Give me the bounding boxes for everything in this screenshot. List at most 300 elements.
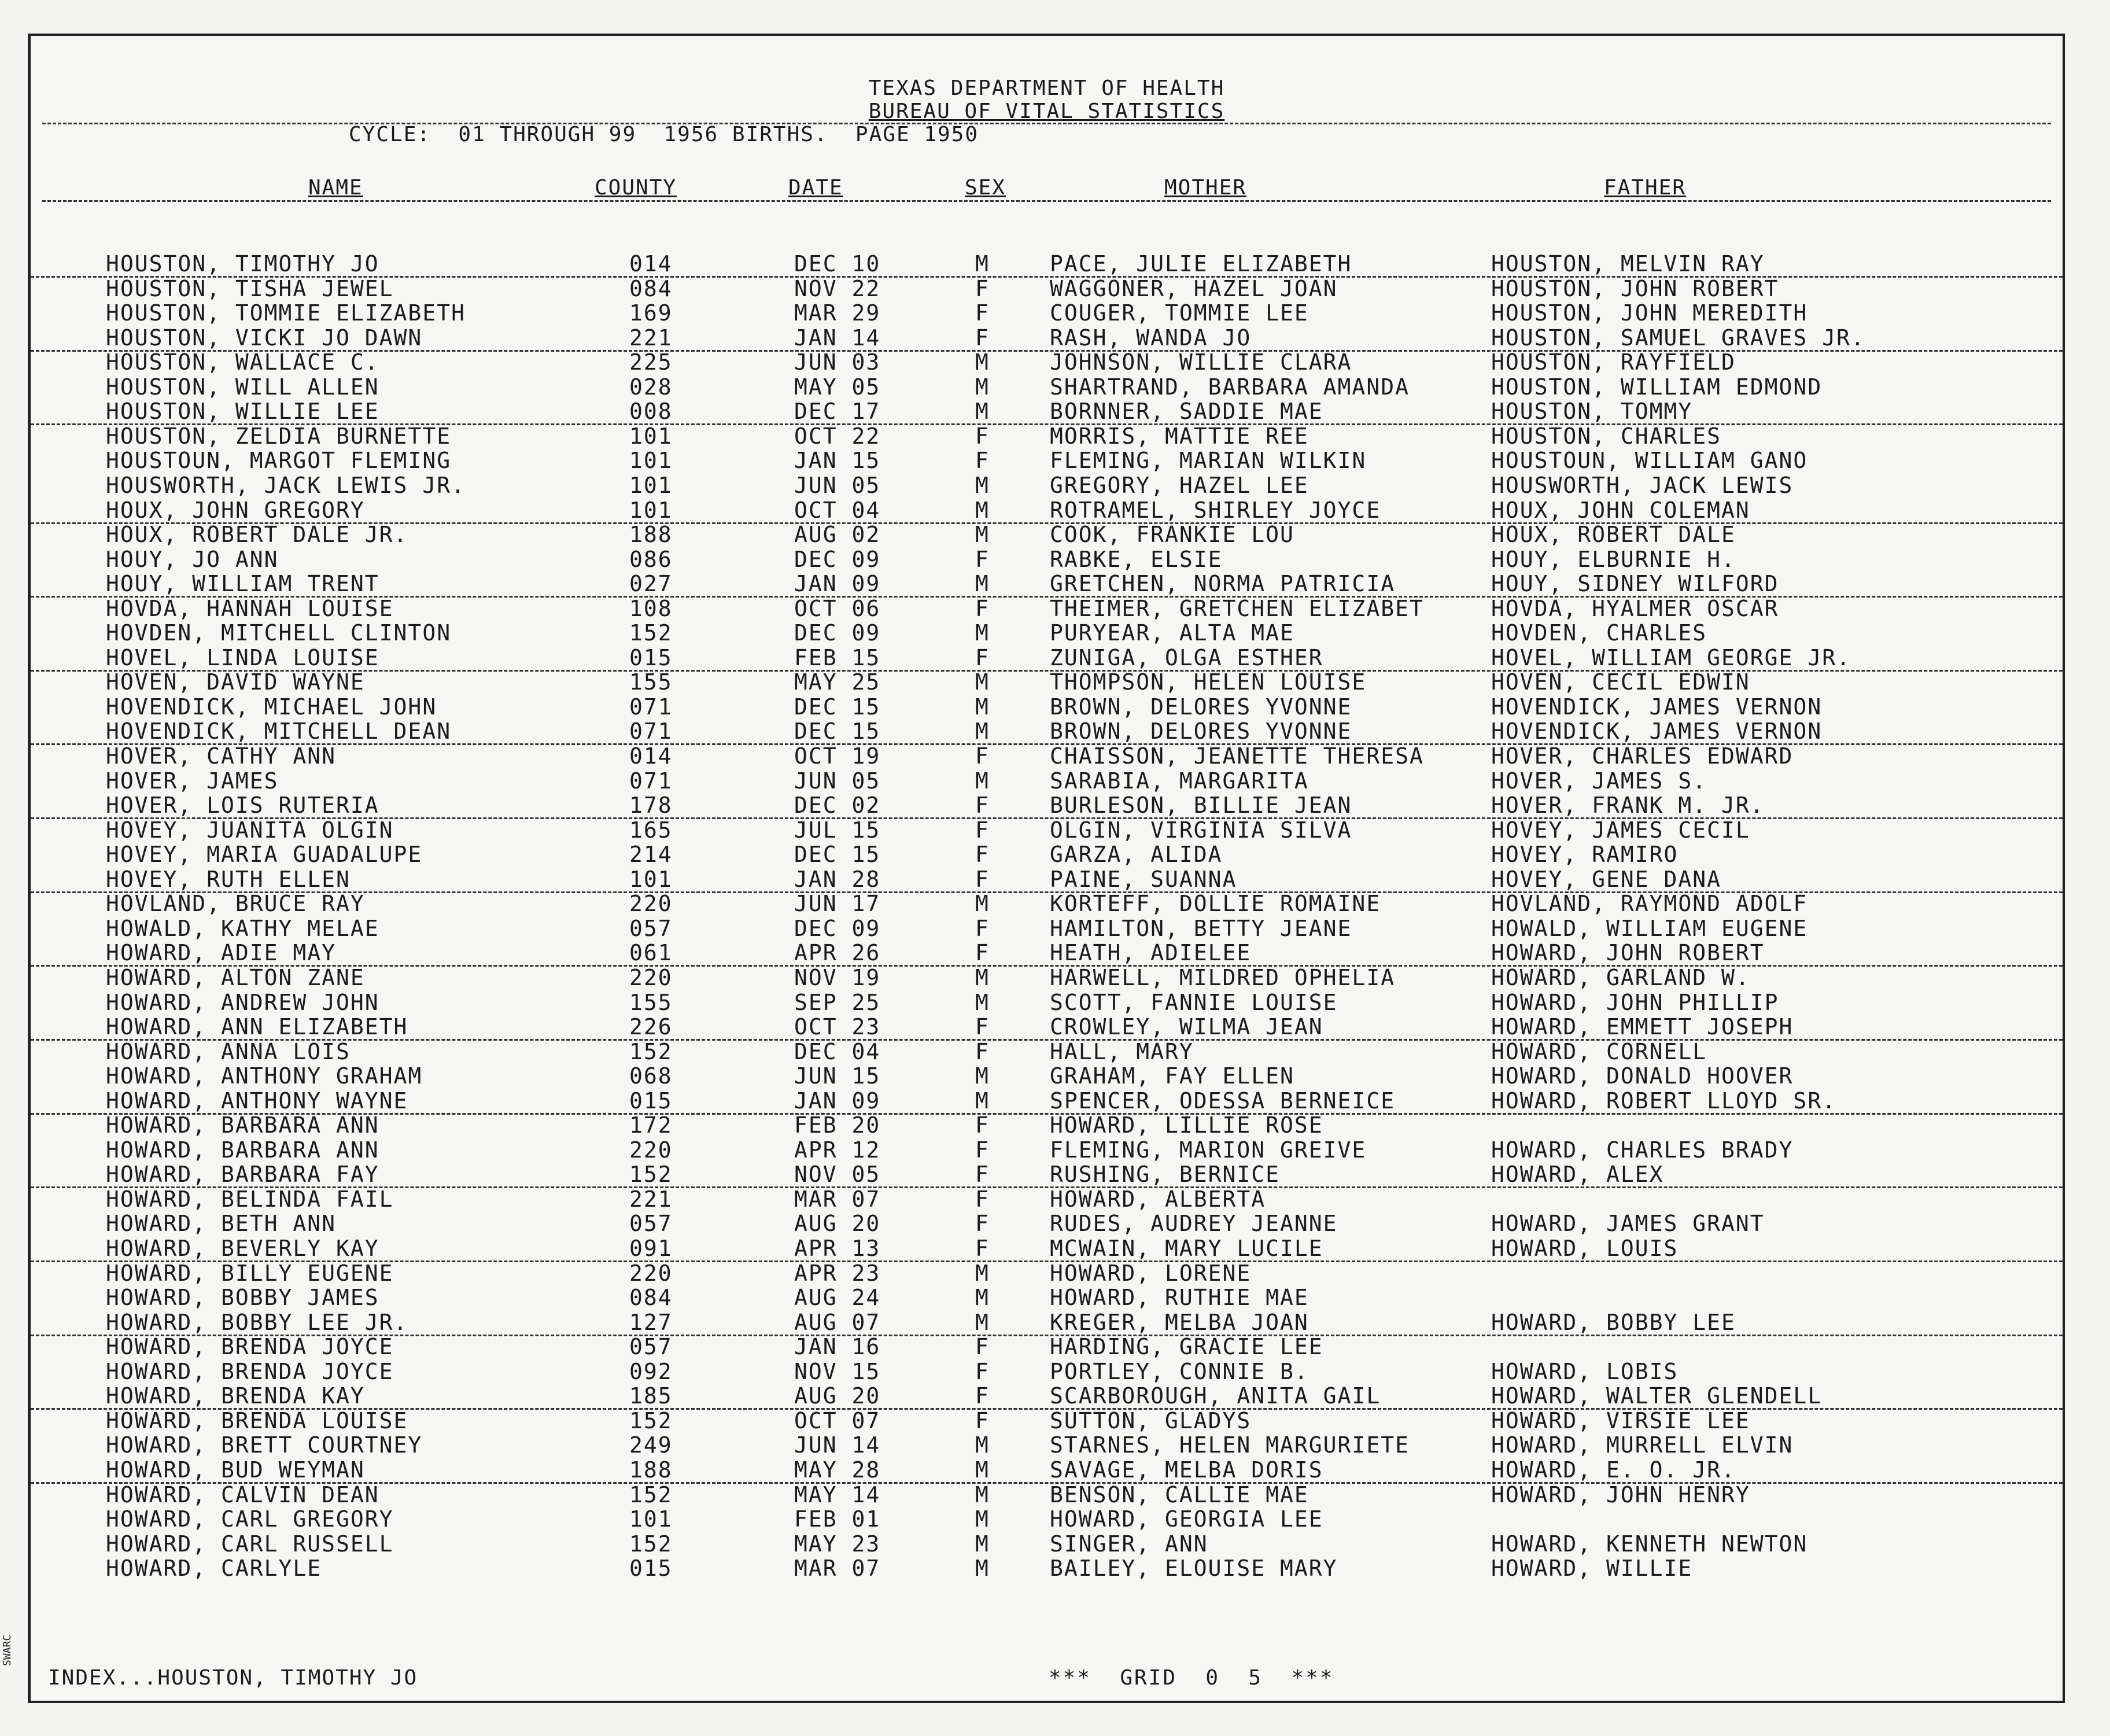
cell-father: HOWARD, EMMETT JOSEPH <box>1491 1014 1794 1040</box>
cell-mother: PACE, JULIE ELIZABETH <box>1050 251 1352 277</box>
cell-county: 226 <box>629 1014 673 1040</box>
cell-name: HOWARD, ADIE MAY <box>106 940 337 966</box>
cell-father: HOWARD, KENNETH NEWTON <box>1491 1531 1808 1557</box>
column-header-date: DATE <box>788 176 843 200</box>
cell-mother: HOWARD, GEORGIA LEE <box>1050 1506 1323 1532</box>
cell-mother: COOK, FRANKIE LOU <box>1050 522 1294 548</box>
cell-county: 169 <box>629 300 673 326</box>
cell-county: 152 <box>629 620 673 646</box>
cell-name: HOUSTON, TIMOTHY JO <box>106 251 379 277</box>
cell-mother: OLGIN, VIRGINIA SILVA <box>1050 817 1352 843</box>
cell-name: HOVENDICK, MICHAEL JOHN <box>106 694 437 720</box>
cell-county: 249 <box>629 1432 673 1458</box>
cell-county: 152 <box>629 1407 673 1433</box>
cell-date: JAN 09 <box>794 1088 881 1114</box>
cell-father: HOWARD, VIRSIE LEE <box>1491 1407 1750 1433</box>
cell-county: 188 <box>629 1457 673 1483</box>
cell-mother: RASH, WANDA JO <box>1050 325 1252 351</box>
cell-date: MAY 23 <box>794 1531 881 1557</box>
cell-name: HOUY, WILLIAM TRENT <box>106 571 379 597</box>
header-divider <box>42 123 2051 124</box>
table-row <box>31 1211 2063 1236</box>
cell-county: 178 <box>629 793 673 819</box>
cell-date: MAY 28 <box>794 1457 881 1483</box>
cell-father: HOVEL, WILLIAM GEORGE JR. <box>1491 644 1851 670</box>
table-row <box>31 1310 2063 1336</box>
cell-name: HOWARD, ANN ELIZABETH <box>106 1014 408 1040</box>
table-row <box>31 1457 2063 1484</box>
cell-county: 155 <box>629 669 673 695</box>
cell-father: HOWARD, WALTER GLENDELL <box>1491 1383 1823 1409</box>
cell-date: AUG 20 <box>794 1383 881 1409</box>
cell-sex: F <box>975 1137 990 1163</box>
cell-sex: M <box>975 374 990 400</box>
cell-father: HOWARD, JOHN HENRY <box>1491 1481 1750 1508</box>
cell-father: HOUSTON, TOMMY <box>1491 399 1693 425</box>
cell-mother: CROWLEY, WILMA JEAN <box>1050 1014 1323 1040</box>
cell-date: OCT 06 <box>794 595 881 621</box>
cell-father: HOUSWORTH, JACK LEWIS <box>1491 472 1794 498</box>
cell-county: 152 <box>629 1531 673 1557</box>
cell-sex: M <box>975 1432 990 1458</box>
cell-mother: GREGORY, HAZEL LEE <box>1050 472 1309 498</box>
table-row <box>31 571 2063 598</box>
cell-sex: F <box>975 1383 990 1409</box>
table-row <box>31 1359 2063 1384</box>
table-row <box>31 1014 2063 1041</box>
table-row <box>31 251 2063 278</box>
table-row <box>31 916 2063 941</box>
cell-sex: M <box>975 1260 990 1286</box>
cell-date: JUN 14 <box>794 1432 881 1458</box>
cell-mother: BURLESON, BILLIE JEAN <box>1050 793 1352 819</box>
cell-date: JAN 16 <box>794 1334 881 1360</box>
cell-father: HOVEY, GENE DANA <box>1491 866 1722 892</box>
cell-name: HOVEY, RUTH ELLEN <box>106 866 351 892</box>
cell-mother: BENSON, CALLIE MAE <box>1050 1481 1309 1508</box>
cell-county: 172 <box>629 1112 673 1138</box>
cell-name: HOWARD, ANTHONY WAYNE <box>106 1088 408 1114</box>
cell-father: HOVER, FRANK M. JR. <box>1491 793 1765 819</box>
cell-name: HOUSTON, TISHA JEWEL <box>106 275 394 301</box>
cell-name: HOWARD, BARBARA ANN <box>106 1137 379 1163</box>
cell-name: HOWARD, BRETT COURTNEY <box>106 1432 423 1458</box>
cell-father: HOWARD, DONALD HOOVER <box>1491 1063 1794 1089</box>
cell-mother: HOWARD, RUTHIE MAE <box>1050 1285 1309 1311</box>
cell-father: HOVLAND, RAYMOND ADOLF <box>1491 891 1808 917</box>
cell-date: DEC 09 <box>794 620 881 646</box>
cell-father: HOWARD, CHARLES BRADY <box>1491 1137 1794 1163</box>
cell-county: 027 <box>629 571 673 597</box>
table-row <box>31 276 2063 301</box>
cell-sex: M <box>975 497 990 523</box>
cell-date: FEB 15 <box>794 644 881 670</box>
cell-county: 101 <box>629 866 673 892</box>
cell-county: 071 <box>629 768 673 794</box>
cell-mother: KORTEFF, DOLLIE ROMAINE <box>1050 891 1381 917</box>
cell-name: HOWARD, CARL GREGORY <box>106 1506 394 1532</box>
cell-name: HOWARD, ANNA LOIS <box>106 1038 351 1064</box>
index-page <box>28 34 2065 1703</box>
cell-sex: F <box>975 423 990 449</box>
cell-date: MAY 25 <box>794 669 881 695</box>
table-row <box>31 1531 2063 1556</box>
cell-sex: F <box>975 1334 990 1360</box>
table-row <box>31 423 2063 448</box>
cell-county: 221 <box>629 1186 673 1212</box>
cell-name: HOWARD, BELINDA FAIL <box>106 1186 394 1212</box>
cell-county: 185 <box>629 1383 673 1409</box>
table-row <box>31 1482 2063 1507</box>
cell-name: HOUSTON, VICKI JO DAWN <box>106 325 423 351</box>
cell-mother: MCWAIN, MARY LUCILE <box>1050 1236 1323 1261</box>
cell-date: OCT 07 <box>794 1407 881 1433</box>
cell-father: HOUSTON, SAMUEL GRAVES JR. <box>1491 325 1865 351</box>
cell-mother: BROWN, DELORES YVONNE <box>1050 694 1352 720</box>
cell-date: JAN 09 <box>794 571 881 597</box>
table-row <box>31 374 2063 399</box>
cell-name: HOWARD, BOBBY LEE JR. <box>106 1309 408 1335</box>
cell-father: HOVENDICK, JAMES VERNON <box>1491 718 1823 744</box>
table-row <box>31 1506 2063 1531</box>
cell-date: FEB 20 <box>794 1112 881 1138</box>
table-row <box>31 620 2063 645</box>
cell-date: JUN 17 <box>794 891 881 917</box>
cell-sex: M <box>975 768 990 794</box>
cell-mother: FLEMING, MARION GREIVE <box>1050 1137 1367 1163</box>
cell-date: JUN 05 <box>794 472 881 498</box>
cell-sex: M <box>975 1285 990 1311</box>
cell-father: HOVEY, JAMES CECIL <box>1491 817 1750 843</box>
cell-sex: F <box>975 1038 990 1064</box>
cell-mother: GARZA, ALIDA <box>1050 842 1223 868</box>
table-row <box>31 1285 2063 1310</box>
cell-sex: F <box>975 644 990 670</box>
cell-father: HOUX, JOHN COLEMAN <box>1491 497 1750 523</box>
cell-name: HOWALD, KATHY MELAE <box>106 915 379 941</box>
cell-sex: M <box>975 669 990 695</box>
cell-sex: M <box>975 1506 990 1532</box>
cell-mother: ROTRAMEL, SHIRLEY JOYCE <box>1050 497 1381 523</box>
table-row <box>31 399 2063 425</box>
cell-date: APR 13 <box>794 1236 881 1261</box>
table-row <box>31 547 2063 572</box>
cell-sex: M <box>975 472 990 498</box>
cell-county: 220 <box>629 1137 673 1163</box>
cell-sex: M <box>975 1088 990 1114</box>
cell-date: DEC 15 <box>794 694 881 720</box>
cell-sex: F <box>975 743 990 769</box>
table-row <box>31 448 2063 473</box>
cell-mother: SINGER, ANN <box>1050 1531 1208 1557</box>
column-header-mother: MOTHER <box>1164 176 1247 200</box>
cell-mother: COUGER, TOMMIE LEE <box>1050 300 1309 326</box>
cell-county: 057 <box>629 1334 673 1360</box>
cell-county: 068 <box>629 1063 673 1089</box>
cell-father: HOWARD, JAMES GRANT <box>1491 1211 1765 1237</box>
cell-date: DEC 17 <box>794 399 881 425</box>
cell-mother: GRETCHEN, NORMA PATRICIA <box>1050 571 1396 597</box>
cell-date: AUG 24 <box>794 1285 881 1311</box>
cell-mother: SPENCER, ODESSA BERNEICE <box>1050 1088 1396 1114</box>
cell-county: 086 <box>629 546 673 572</box>
cell-sex: F <box>975 595 990 621</box>
index-footer: INDEX...HOUSTON, TIMOTHY JO <box>48 1666 418 1690</box>
cell-father: HOWARD, MURRELL ELVIN <box>1491 1432 1794 1458</box>
cell-date: OCT 22 <box>794 423 881 449</box>
cell-name: HOVER, CATHY ANN <box>106 743 337 769</box>
cell-name: HOVEN, DAVID WAYNE <box>106 669 365 695</box>
cell-sex: F <box>975 275 990 301</box>
cell-sex: F <box>975 1211 990 1237</box>
cell-mother: MORRIS, MATTIE REE <box>1050 423 1309 449</box>
cell-name: HOUY, JO ANN <box>106 546 279 572</box>
cell-name: HOUSTON, WALLACE C. <box>106 349 379 375</box>
cell-date: OCT 23 <box>794 1014 881 1040</box>
cell-county: 057 <box>629 1211 673 1237</box>
cell-mother: PURYEAR, ALTA MAE <box>1050 620 1294 646</box>
cell-name: HOVEY, JUANITA OLGIN <box>106 817 394 843</box>
cell-mother: KREGER, MELBA JOAN <box>1050 1309 1309 1335</box>
cell-county: 091 <box>629 1236 673 1261</box>
cell-date: DEC 09 <box>794 915 881 941</box>
cell-father: HOWARD, JOHN ROBERT <box>1491 940 1765 966</box>
table-row <box>31 325 2063 352</box>
cell-father: HOUX, ROBERT DALE <box>1491 522 1736 548</box>
table-row <box>31 497 2063 524</box>
cell-name: HOWARD, ANDREW JOHN <box>106 989 379 1015</box>
cell-father: HOVER, JAMES S. <box>1491 768 1707 794</box>
cell-name: HOUSTON, ZELDIA BURNETTE <box>106 423 452 449</box>
cell-county: 092 <box>629 1358 673 1384</box>
cell-county: 015 <box>629 1556 673 1582</box>
cell-date: APR 26 <box>794 940 881 966</box>
cell-sex: F <box>975 866 990 892</box>
cell-county: 084 <box>629 1285 673 1311</box>
cell-date: DEC 04 <box>794 1038 881 1064</box>
cell-mother: SHARTRAND, BARBARA AMANDA <box>1050 374 1410 400</box>
cell-mother: SCOTT, FANNIE LOUISE <box>1050 989 1338 1015</box>
table-row <box>31 349 2063 374</box>
cell-date: JUN 05 <box>794 768 881 794</box>
cell-sex: M <box>975 989 990 1015</box>
cell-mother: CHAISSON, JEANETTE THERESA <box>1050 743 1424 769</box>
cell-sex: M <box>975 620 990 646</box>
cell-name: HOWARD, CARLYLE <box>106 1556 322 1582</box>
cell-name: HOWARD, BUD WEYMAN <box>106 1457 365 1483</box>
cell-sex: M <box>975 571 990 597</box>
cell-name: HOWARD, BRENDA JOYCE <box>106 1358 394 1384</box>
cell-mother: RUDES, AUDREY JEANNE <box>1050 1211 1338 1237</box>
cell-name: HOUSWORTH, JACK LEWIS JR. <box>106 472 466 498</box>
cell-father: HOWARD, BOBBY LEE <box>1491 1309 1736 1335</box>
cell-father: HOUSTON, MELVIN RAY <box>1491 251 1765 277</box>
table-row <box>31 867 2063 893</box>
cell-county: 152 <box>629 1162 673 1188</box>
cell-father: HOVEY, RAMIRO <box>1491 842 1679 868</box>
cell-date: OCT 04 <box>794 497 881 523</box>
cell-name: HOWARD, BRENDA KAY <box>106 1383 365 1409</box>
cell-mother: GRAHAM, FAY ELLEN <box>1050 1063 1294 1089</box>
cell-date: NOV 15 <box>794 1358 881 1384</box>
cell-mother: ZUNIGA, OLGA ESTHER <box>1050 644 1323 670</box>
cell-date: APR 23 <box>794 1260 881 1286</box>
cell-date: JUL 15 <box>794 817 881 843</box>
cell-name: HOWARD, BRENDA JOYCE <box>106 1334 394 1360</box>
cell-mother: HALL, MARY <box>1050 1038 1194 1064</box>
cell-sex: M <box>975 718 990 744</box>
cell-county: 165 <box>629 817 673 843</box>
cell-father: HOVEN, CECIL EDWIN <box>1491 669 1750 695</box>
table-row <box>31 891 2063 916</box>
cell-father: HOWARD, LOBIS <box>1491 1358 1679 1384</box>
cell-father: HOWALD, WILLIAM EUGENE <box>1491 915 1808 941</box>
table-row <box>31 965 2063 990</box>
cell-date: NOV 05 <box>794 1162 881 1188</box>
cell-date: JAN 28 <box>794 866 881 892</box>
cell-father: HOWARD, CORNELL <box>1491 1038 1707 1064</box>
cell-date: DEC 10 <box>794 251 881 277</box>
cell-mother: JOHNSON, WILLIE CLARA <box>1050 349 1352 375</box>
cell-date: DEC 15 <box>794 718 881 744</box>
table-row <box>31 1137 2063 1162</box>
cell-mother: HOWARD, LORENE <box>1050 1260 1252 1286</box>
cell-name: HOVEY, MARIA GUADALUPE <box>106 842 423 868</box>
cell-mother: PAINE, SUANNA <box>1050 866 1237 892</box>
grid-footer: *** GRID 0 5 *** <box>1049 1666 1334 1690</box>
cell-date: JAN 15 <box>794 448 881 474</box>
cell-sex: M <box>975 1457 990 1483</box>
cell-sex: F <box>975 1112 990 1138</box>
cell-county: 152 <box>629 1038 673 1064</box>
cell-sex: F <box>975 325 990 351</box>
table-row <box>31 300 2063 325</box>
cell-sex: F <box>975 546 990 572</box>
column-header-father: FATHER <box>1604 176 1687 200</box>
cell-county: 225 <box>629 349 673 375</box>
cell-father: HOWARD, WILLIE <box>1491 1556 1693 1582</box>
cell-name: HOVDEN, MITCHELL CLINTON <box>106 620 452 646</box>
table-row <box>31 694 2063 719</box>
cell-sex: M <box>975 964 990 990</box>
cell-name: HOWARD, BEVERLY KAY <box>106 1236 379 1261</box>
cell-county: 014 <box>629 743 673 769</box>
cell-date: AUG 07 <box>794 1309 881 1335</box>
cell-sex: F <box>975 1236 990 1261</box>
cell-mother: WAGGONER, HAZEL JOAN <box>1050 275 1338 301</box>
cell-sex: M <box>975 1531 990 1557</box>
cell-date: MAR 29 <box>794 300 881 326</box>
cell-county: 028 <box>629 374 673 400</box>
column-header-sex: SEX <box>965 176 1006 200</box>
cell-sex: F <box>975 915 990 941</box>
cell-county: 057 <box>629 915 673 941</box>
table-row <box>31 990 2063 1015</box>
cell-mother: HAMILTON, BETTY JEANE <box>1050 915 1352 941</box>
table-row <box>31 743 2063 768</box>
cell-mother: HOWARD, LILLIE ROSE <box>1050 1112 1323 1138</box>
table-row <box>31 1186 2063 1211</box>
cell-county: 101 <box>629 1506 673 1532</box>
cell-sex: F <box>975 1186 990 1212</box>
cell-sex: F <box>975 817 990 843</box>
cell-name: HOWARD, BRENDA LOUISE <box>106 1407 408 1433</box>
table-row <box>31 1039 2063 1064</box>
cell-date: APR 12 <box>794 1137 881 1163</box>
table-row <box>31 522 2063 547</box>
cell-father: HOUSTOUN, WILLIAM GANO <box>1491 448 1808 474</box>
cell-mother: SAVAGE, MELBA DORIS <box>1050 1457 1323 1483</box>
cell-father: HOWARD, GARLAND W. <box>1491 964 1750 990</box>
cell-name: HOWARD, ANTHONY GRAHAM <box>106 1063 423 1089</box>
table-row <box>31 1112 2063 1137</box>
cell-name: HOUX, JOHN GREGORY <box>106 497 365 523</box>
cell-father: HOWARD, JOHN PHILLIP <box>1491 989 1779 1015</box>
cell-date: OCT 19 <box>794 743 881 769</box>
cell-name: HOWARD, BILLY EUGENE <box>106 1260 394 1286</box>
cell-name: HOUX, ROBERT DALE JR. <box>106 522 408 548</box>
cell-name: HOUSTON, WILL ALLEN <box>106 374 379 400</box>
cell-date: SEP 25 <box>794 989 881 1015</box>
cell-county: 014 <box>629 251 673 277</box>
cell-sex: F <box>975 940 990 966</box>
cell-mother: RABKE, ELSIE <box>1050 546 1223 572</box>
table-row <box>31 645 2063 672</box>
cell-county: 101 <box>629 423 673 449</box>
cell-date: DEC 09 <box>794 546 881 572</box>
table-row <box>31 1236 2063 1262</box>
cell-sex: F <box>975 842 990 868</box>
cell-date: JUN 15 <box>794 1063 881 1089</box>
cell-name: HOUSTON, WILLIE LEE <box>106 399 379 425</box>
cell-name: HOVER, JAMES <box>106 768 279 794</box>
cell-mother: HARWELL, MILDRED OPHELIA <box>1050 964 1396 990</box>
cell-county: 155 <box>629 989 673 1015</box>
cell-county: 101 <box>629 497 673 523</box>
table-row <box>31 940 2063 967</box>
side-stamp: SWARC <box>1 1634 13 1666</box>
cell-county: 188 <box>629 522 673 548</box>
cell-county: 084 <box>629 275 673 301</box>
cell-county: 220 <box>629 1260 673 1286</box>
table-row <box>31 1334 2063 1359</box>
cell-name: HOWARD, BARBARA FAY <box>106 1162 379 1188</box>
cycle-line: CYCLE: 01 THROUGH 99 1956 BIRTHS. PAGE 1950 <box>349 123 979 146</box>
cell-sex: M <box>975 694 990 720</box>
cell-father: HOWARD, LOUIS <box>1491 1236 1679 1261</box>
cell-name: HOVLAND, BRUCE RAY <box>106 891 365 917</box>
cell-father: HOWARD, ROBERT LLOYD SR. <box>1491 1088 1837 1114</box>
table-row <box>31 669 2063 694</box>
cell-date: NOV 22 <box>794 275 881 301</box>
cell-county: 152 <box>629 1481 673 1508</box>
cell-mother: SCARBOROUGH, ANITA GAIL <box>1050 1383 1381 1409</box>
cell-date: DEC 02 <box>794 793 881 819</box>
cell-father: HOUSTON, CHARLES <box>1491 423 1722 449</box>
cell-mother: BORNNER, SADDIE MAE <box>1050 399 1323 425</box>
cell-county: 008 <box>629 399 673 425</box>
cell-sex: F <box>975 1014 990 1040</box>
cell-name: HOWARD, CARL RUSSELL <box>106 1531 394 1557</box>
cell-name: HOWARD, ALTON ZANE <box>106 964 365 990</box>
cell-father: HOWARD, ALEX <box>1491 1162 1664 1188</box>
cell-county: 015 <box>629 1088 673 1114</box>
cell-name: HOVER, LOIS RUTERIA <box>106 793 379 819</box>
cell-father: HOUSTON, RAYFIELD <box>1491 349 1736 375</box>
cell-father: HOUSTON, JOHN MEREDITH <box>1491 300 1808 326</box>
cell-county: 221 <box>629 325 673 351</box>
cell-sex: M <box>975 1481 990 1508</box>
